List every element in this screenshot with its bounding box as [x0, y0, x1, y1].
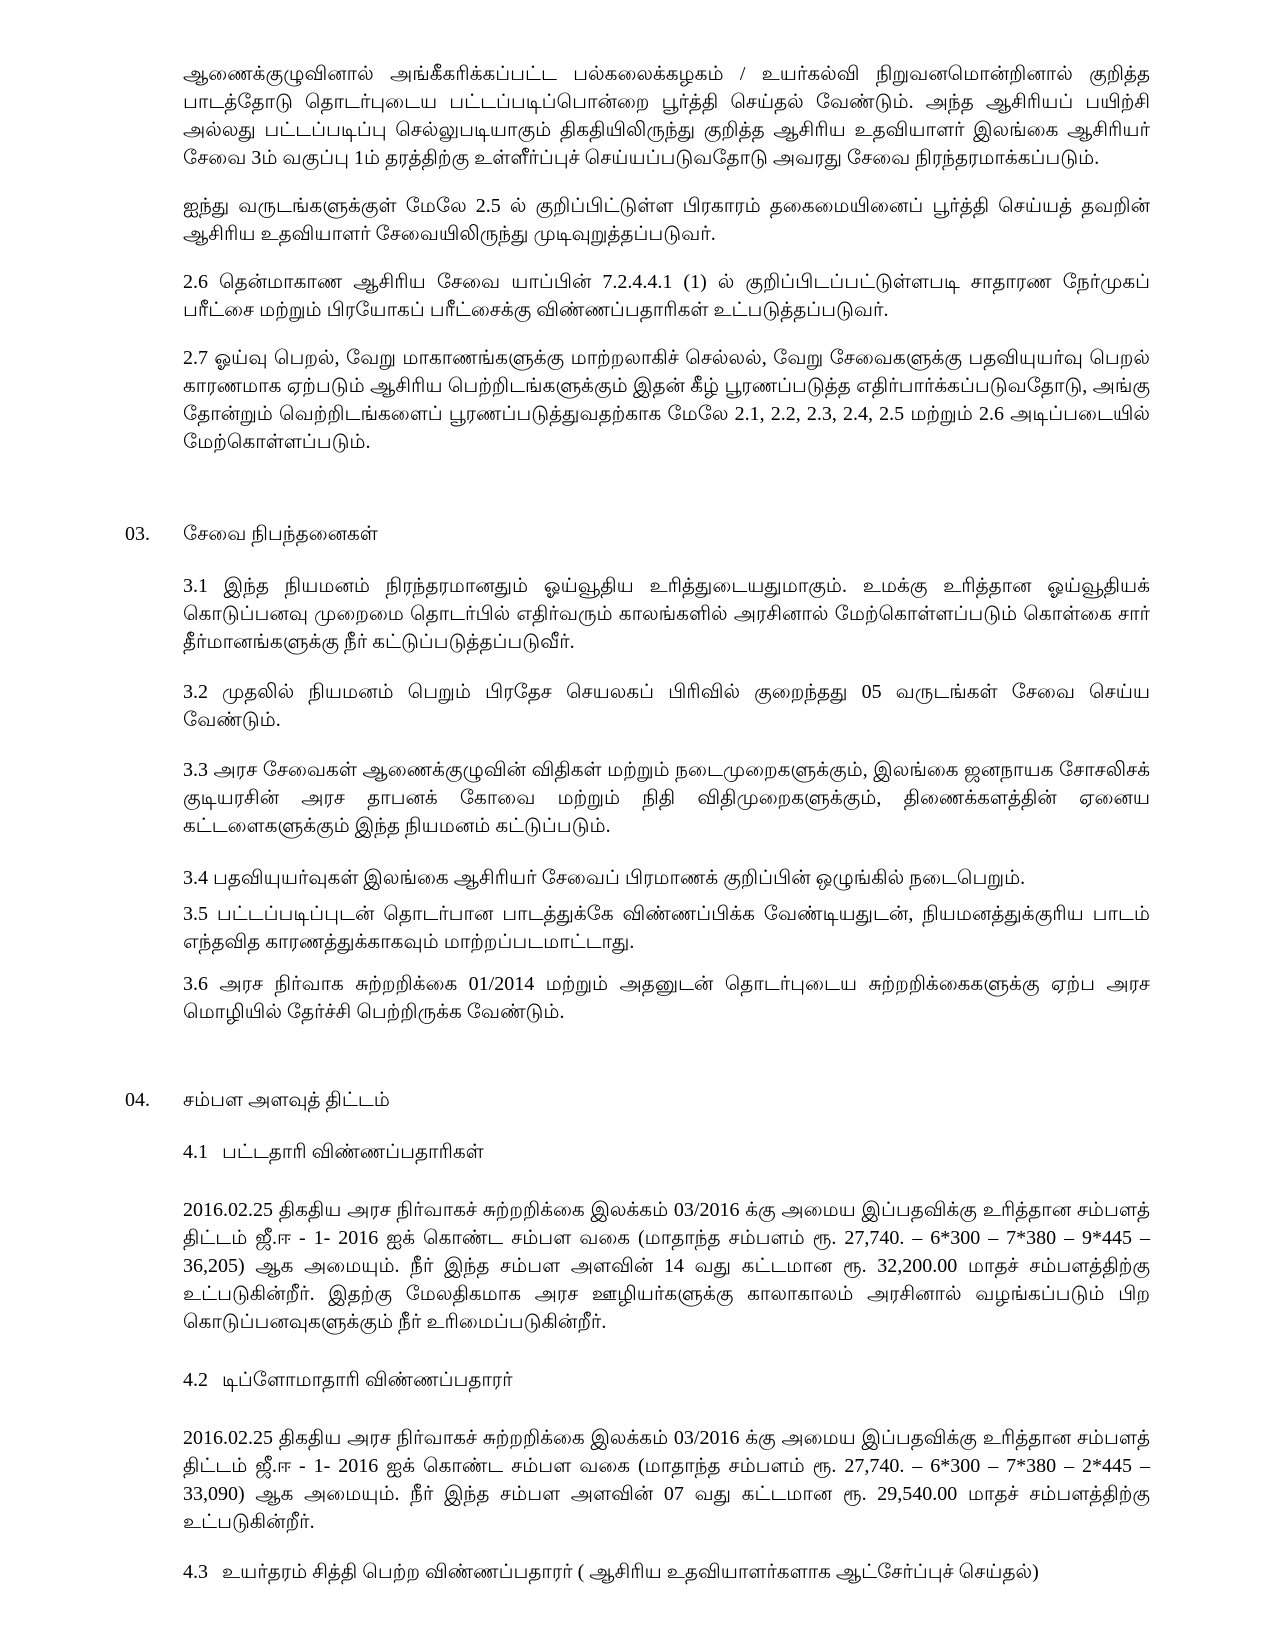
subsection-title: டிப்ளோமாதாரி விண்ணப்பதாரர்: [222, 1369, 513, 1391]
body-paragraph-3-5: 3.5 பட்டப்படிப்புடன் தொடர்பான பாடத்துக்கே விண்ணப்பிக்க வேண்டியதுடன், நியமனத்துக்குரிய பாடம் எந்தவித காரணத்துக்காகவும் மாற்றப்படமாட்டாது.: [183, 903, 1150, 953]
subsection-title: உயர்தரம் சித்தி பெற்ற விண்ணப்பதாரர் ( ஆசிரிய உதவியாளர்களாக ஆட்சேர்ப்புச் செய்தல்): [222, 1561, 1039, 1583]
body-paragraph-2-6: 2.6 தென்மாகாண ஆசிரிய சேவை யாப்பின் 7.2.4.4.1 (1) ல் குறிப்பிடப்பட்டுள்ளபடி சாதாரண நேர்முகப் பரீட்சை மற்றும் பிரயோகப் பரீட்சைக்கு விண்ணப்பதாரிகள் உட்படுத்தப்படுவர்.: [183, 271, 1150, 321]
body-paragraph-2-7: 2.7 ஓய்வு பெறல், வேறு மாகாணங்களுக்கு மாற்றலாகிச் செல்லல், வேறு சேவைகளுக்கு பதவியுயர்வு பெறல் காரணமாக ஏற்படும் ஆசிரிய பெற்றிடங்களுக்கும் இதன் கீழ் பூரணப்படுத்த எதிர்பார்க்கப்படுவதோடு, அங்கு தோன்றும் வெற்றிடங்களைப் பூரணப்படுத்துவதற்காக மேலே 2.1, 2.2, 2.3, 2.4, 2.5 மற்றும் 2.6 அடிப்படையில் மேற்கொள்ளப்படும்.: [183, 347, 1151, 453]
body-paragraph-five-year-rule: ஐந்து வருடங்களுக்குள் மேலே 2.5 ல் குறிப்பிட்டுள்ள பிரகாரம் தகைமையினைப் பூர்த்தி செய்யத் தவறின் ஆசிரிய உதவியாளர் சேவையிலிருந்து முடிவுறுத்தப்படுவர்.: [183, 195, 1150, 245]
body-paragraph-4-1-salary: 2016.02.25 திகதிய அரச நிர்வாகச் சுற்றறிக்கை இலக்கம் 03/2016 க்கு அமைய இப்பதவிக்கு உரித்தான சம்பளத் திட்டம் ஜீ.ஈ - 1- 2016 ஐக் கொண்ட சம்பள வகை (மாதாந்த சம்பளம் ரூ. 27,740. – 6*300 – 7*380 – 9*445 –36,205) ஆக அமையும். நீர் இந்த சம்பள அளவின் 14 வது கட்டமான ரூ. 32,200.00 மாதச் சம்பளத்திற்கு உட்படுகின்றீர். இதற்கு மேலதிகமாக அரச ஊழியர்களுக்கு காலாகாலம் அரசினால் வழங்கப்படும் பிற கொடுப்பனவுகளுக்கும் நீர் உரிமைப்படுகின்றீர்.: [183, 1199, 1150, 1333]
subsection-title: பட்டதாரி விண்ணப்பதாரிகள்: [222, 1141, 484, 1163]
section-title: சம்பள அளவுத் திட்டம்: [183, 1089, 390, 1111]
section-number: 04.: [125, 1089, 150, 1111]
section-heading-03: [125, 520, 1150, 548]
section-number: 03.: [125, 523, 150, 545]
subsection-number: 4.1: [183, 1141, 208, 1163]
subsection-heading-4-2: [183, 1366, 1150, 1394]
body-paragraph-3-6: 3.6 அரச நிர்வாக சுற்றறிக்கை 01/2014 மற்றும் அதனுடன் தொடர்புடைய சுற்றறிக்கைகளுக்கு ஏற்ப அரச மொழியில் தேர்ச்சி பெற்றிருக்க வேண்டும்.: [183, 973, 1150, 1023]
subsection-number: 4.3: [183, 1561, 208, 1583]
body-paragraph-degree-completion: ஆணைக்குழுவினால் அங்கீகரிக்கப்பட்ட பல்கலைக்கழகம் / உயர்கல்வி நிறுவனமொன்றினால் குறித்த பாடத்தோடு தொடர்புடைய பட்டப்படிப்பொன்றை பூர்த்தி செய்தல் வேண்டும். அந்த ஆசிரியப் பயிற்சி அல்லது பட்டப்படிப்பு செல்லுபடியாகும் திகதியிலிருந்து குறித்த ஆசிரிய உதவியாளர் இலங்கை ஆசிரியர் சேவை 3ம் வகுப்பு 1ம் தரத்திற்கு உள்ளீர்ப்புச் செய்யப்படுவதோடு அவரது சேவை நிரந்தரமாக்கப்படும்.: [183, 63, 1150, 169]
body-paragraph-4-2-salary: 2016.02.25 திகதிய அரச நிர்வாகச் சுற்றறிக்கை இலக்கம் 03/2016 க்கு அமைய இப்பதவிக்கு உரித்தான சம்பளத் திட்டம் ஜீ.ஈ - 1- 2016 ஐக் கொண்ட சம்பள வகை (மாதாந்த சம்பளம் ரூ. 27,740. – 6*300 – 7*380 – 2*445 –33,090) ஆக அமையும். நீர் இந்த சம்பள அளவின் 07 வது கட்டமான ரூ. 29,540.00 மாதச் சம்பளத்திற்கு உட்படுகின்றீர்.: [183, 1427, 1150, 1533]
body-paragraph-3-2: 3.2 முதலில் நியமனம் பெறும் பிரதேச செயலகப் பிரிவில் குறைந்தது 05 வருடங்கள் சேவை செய்ய வேண்டும்.: [183, 681, 1150, 731]
subsection-heading-4-3: [183, 1558, 1150, 1586]
subsection-number: 4.2: [183, 1369, 208, 1391]
body-paragraph-3-1: 3.1 இந்த நியமனம் நிரந்தரமானதும் ஓய்வூதிய உரித்துடையதுமாகும். உமக்கு உரித்தான ஓய்வூதியக் கொடுப்பனவு முறைமை தொடர்பில் எதிர்வரும் காலங்களில் அரசினால் மேற்கொள்ளப்படும் கொள்கை சார் தீர்மானங்களுக்கு நீர் கட்டுப்படுத்தப்படுவீர்.: [183, 575, 1150, 653]
body-paragraph-3-4: 3.4 பதவியுயர்வுகள் இலங்கை ஆசிரியர் சேவைப் பிரமாணக் குறிப்பின் ஒழுங்கில் நடைபெறும்.: [183, 867, 1026, 889]
section-heading-04: [125, 1086, 1150, 1114]
document-content: [125, 60, 1151, 1586]
body-paragraph-3-3: 3.3 அரச சேவைகள் ஆணைக்குழுவின் விதிகள் மற்றும் நடைமுறைகளுக்கும், இலங்கை ஜனநாயக சோசலிசக் குடியரசின் அரச தாபனக் கோவை மற்றும் நிதி விதிமுறைகளுக்கும், திணைக்களத்தின் ஏனைய கட்டளைகளுக்கும் இந்த நியமனம் கட்டுப்படும்.: [183, 759, 1150, 837]
section-title: சேவை நிபந்தனைகள்: [183, 523, 378, 545]
subsection-heading-4-1: [183, 1138, 1150, 1166]
